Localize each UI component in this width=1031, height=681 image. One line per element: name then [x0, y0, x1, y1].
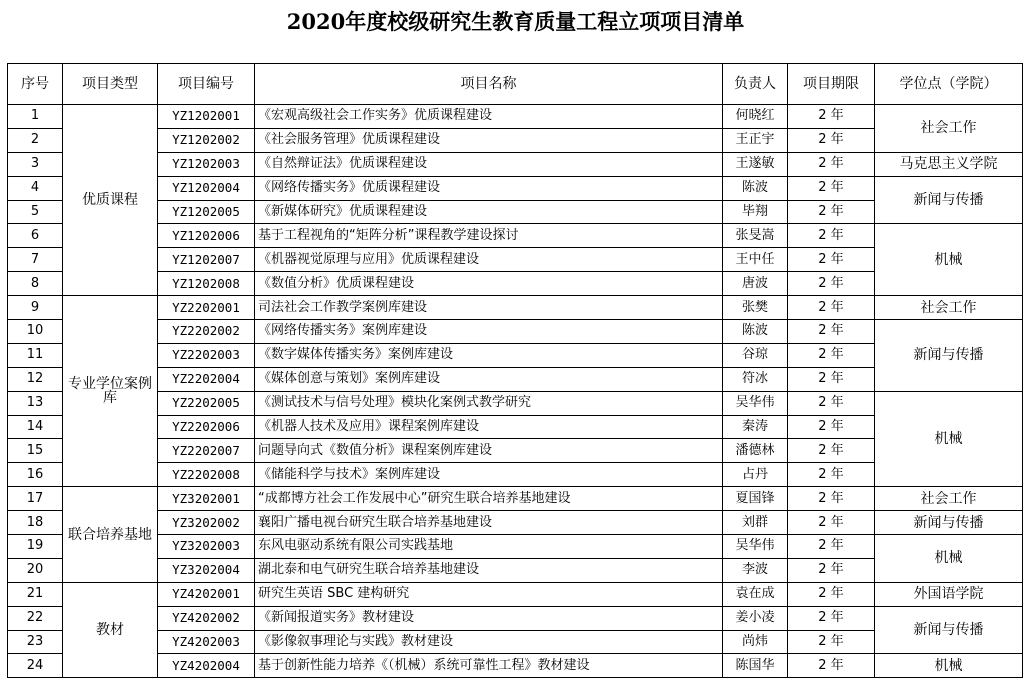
row-no: 1	[8, 105, 63, 129]
row-no: 9	[8, 296, 63, 320]
row-name: 研究生英语 SBC 建构研究	[255, 582, 723, 606]
category-cell: 专业学位案例库	[63, 296, 158, 487]
row-code: YZ1202003	[158, 152, 255, 176]
row-leader: 毕翔	[723, 200, 788, 224]
row-term: 2 年	[788, 582, 875, 606]
row-term: 2 年	[788, 343, 875, 367]
row-name: 湖北泰和电气研究生联合培养基地建设	[255, 558, 723, 582]
row-term: 2 年	[788, 367, 875, 391]
row-no: 8	[8, 272, 63, 296]
header-leader: 负责人	[723, 64, 788, 105]
row-code: YZ2202004	[158, 367, 255, 391]
row-code: YZ4202003	[158, 630, 255, 654]
row-leader: 袁在成	[723, 582, 788, 606]
row-no: 2	[8, 128, 63, 152]
row-name: 襄阳广播电视台研究生联合培养基地建设	[255, 511, 723, 535]
row-code: YZ1202002	[158, 128, 255, 152]
row-code: YZ1202006	[158, 224, 255, 248]
row-no: 10	[8, 320, 63, 344]
row-leader: 谷琼	[723, 343, 788, 367]
row-term: 2 年	[788, 606, 875, 630]
row-no: 12	[8, 367, 63, 391]
row-no: 19	[8, 535, 63, 559]
row-leader: 王中任	[723, 248, 788, 272]
row-name: 司法社会工作教学案例库建设	[255, 296, 723, 320]
row-name: 问题导向式《数值分析》课程案例库建设	[255, 439, 723, 463]
row-name: 《数字媒体传播实务》案例库建设	[255, 343, 723, 367]
table-row	[8, 463, 1023, 487]
row-no: 5	[8, 200, 63, 224]
row-leader: 陈波	[723, 320, 788, 344]
project-table	[7, 63, 1023, 678]
table-row	[8, 415, 1023, 439]
row-term: 2 年	[788, 200, 875, 224]
row-no: 24	[8, 654, 63, 678]
row-code: YZ4202001	[158, 582, 255, 606]
row-no: 22	[8, 606, 63, 630]
header-unit: 学位点（学院）	[875, 64, 1023, 105]
table-row	[8, 343, 1023, 367]
row-name: 《测试技术与信号处理》模块化案例式教学研究	[255, 391, 723, 415]
row-no: 14	[8, 415, 63, 439]
row-term: 2 年	[788, 535, 875, 559]
table-row	[8, 176, 1023, 200]
table-row	[8, 511, 1023, 535]
row-no: 23	[8, 630, 63, 654]
row-code: YZ4202004	[158, 654, 255, 678]
unit-cell: 新闻与传播	[875, 511, 1023, 535]
table-row	[8, 606, 1023, 630]
table-row	[8, 200, 1023, 224]
header-name: 项目名称	[255, 64, 723, 105]
unit-cell: 新闻与传播	[875, 320, 1023, 392]
table-row	[8, 630, 1023, 654]
row-term: 2 年	[788, 176, 875, 200]
header-term: 项目期限	[788, 64, 875, 105]
row-leader: 刘群	[723, 511, 788, 535]
row-leader: 王遂敏	[723, 152, 788, 176]
category-cell: 优质课程	[63, 105, 158, 296]
row-no: 15	[8, 439, 63, 463]
unit-cell: 马克思主义学院	[875, 152, 1023, 176]
header-type: 项目类型	[63, 64, 158, 105]
unit-cell: 机械	[875, 535, 1023, 583]
row-code: YZ1202007	[158, 248, 255, 272]
table-header-row	[8, 64, 1023, 105]
row-no: 17	[8, 487, 63, 511]
table-row	[8, 558, 1023, 582]
row-name: 《社会服务管理》优质课程建设	[255, 128, 723, 152]
row-leader: 李波	[723, 558, 788, 582]
table-row	[8, 296, 1023, 320]
row-code: YZ2202001	[158, 296, 255, 320]
unit-cell: 外国语学院	[875, 582, 1023, 606]
unit-cell: 新闻与传播	[875, 606, 1023, 654]
unit-cell: 新闻与传播	[875, 176, 1023, 224]
table-row	[8, 367, 1023, 391]
table-row	[8, 320, 1023, 344]
row-leader: 潘德林	[723, 439, 788, 463]
row-leader: 张樊	[723, 296, 788, 320]
unit-cell: 机械	[875, 654, 1023, 678]
row-term: 2 年	[788, 463, 875, 487]
row-leader: 吴华伟	[723, 391, 788, 415]
row-code: YZ2202007	[158, 439, 255, 463]
header-code: 项目编号	[158, 64, 255, 105]
row-code: YZ3202002	[158, 511, 255, 535]
row-code: YZ3202003	[158, 535, 255, 559]
row-name: 《影像叙事理论与实践》教材建设	[255, 630, 723, 654]
row-name: 基于创新性能力培养《（机械）系统可靠性工程》教材建设	[255, 654, 723, 678]
row-no: 4	[8, 176, 63, 200]
row-term: 2 年	[788, 391, 875, 415]
row-term: 2 年	[788, 152, 875, 176]
row-name: 《新媒体研究》优质课程建设	[255, 200, 723, 224]
row-leader: 唐波	[723, 272, 788, 296]
row-no: 3	[8, 152, 63, 176]
row-leader: 何晓红	[723, 105, 788, 129]
row-name: 《网络传播实务》案例库建设	[255, 320, 723, 344]
row-leader: 占丹	[723, 463, 788, 487]
row-leader: 张旻嵩	[723, 224, 788, 248]
row-name: 《网络传播实务》优质课程建设	[255, 176, 723, 200]
row-name: 东风电驱动系统有限公司实践基地	[255, 535, 723, 559]
table-row	[8, 248, 1023, 272]
row-leader: 符冰	[723, 367, 788, 391]
row-code: YZ3202004	[158, 558, 255, 582]
row-term: 2 年	[788, 128, 875, 152]
row-name: 基于工程视角的“矩阵分析”课程教学建设探讨	[255, 224, 723, 248]
row-term: 2 年	[788, 439, 875, 463]
row-code: YZ2202006	[158, 415, 255, 439]
row-no: 11	[8, 343, 63, 367]
row-code: YZ2202005	[158, 391, 255, 415]
row-name: 《机器视觉原理与应用》优质课程建设	[255, 248, 723, 272]
unit-cell: 社会工作	[875, 487, 1023, 511]
unit-cell: 社会工作	[875, 105, 1023, 153]
table-row	[8, 152, 1023, 176]
row-name: 《新闻报道实务》教材建设	[255, 606, 723, 630]
row-leader: 吴华伟	[723, 535, 788, 559]
table-row	[8, 535, 1023, 559]
table-row	[8, 272, 1023, 296]
row-term: 2 年	[788, 272, 875, 296]
table-row	[8, 128, 1023, 152]
unit-cell: 机械	[875, 391, 1023, 487]
row-term: 2 年	[788, 320, 875, 344]
row-term: 2 年	[788, 248, 875, 272]
page-title: 2020年度校级研究生教育质量工程立项项目清单	[286, 9, 745, 34]
header-no: 序号	[8, 64, 63, 105]
row-leader: 陈国华	[723, 654, 788, 678]
row-term: 2 年	[788, 296, 875, 320]
row-code: YZ1202005	[158, 200, 255, 224]
row-name: 《宏观高级社会工作实务》优质课程建设	[255, 105, 723, 129]
row-leader: 王正宇	[723, 128, 788, 152]
table-row	[8, 224, 1023, 248]
table-row	[8, 582, 1023, 606]
table-row	[8, 439, 1023, 463]
row-name: 《自然辩证法》优质课程建设	[255, 152, 723, 176]
row-code: YZ1202004	[158, 176, 255, 200]
row-code: YZ2202003	[158, 343, 255, 367]
row-name: 《储能科学与技术》案例库建设	[255, 463, 723, 487]
unit-cell: 机械	[875, 224, 1023, 296]
row-leader: 尚炜	[723, 630, 788, 654]
row-code: YZ3202001	[158, 487, 255, 511]
row-no: 21	[8, 582, 63, 606]
category-cell: 教材	[63, 582, 158, 678]
row-no: 7	[8, 248, 63, 272]
row-term: 2 年	[788, 630, 875, 654]
row-no: 20	[8, 558, 63, 582]
row-code: YZ1202008	[158, 272, 255, 296]
row-code: YZ2202008	[158, 463, 255, 487]
row-code: YZ2202002	[158, 320, 255, 344]
row-no: 6	[8, 224, 63, 248]
row-name: “成都博方社会工作发展中心”研究生联合培养基地建设	[255, 487, 723, 511]
row-leader: 姜小凌	[723, 606, 788, 630]
row-leader: 夏国锋	[723, 487, 788, 511]
row-term: 2 年	[788, 415, 875, 439]
unit-cell: 社会工作	[875, 296, 1023, 320]
table-row	[8, 105, 1023, 129]
category-cell: 联合培养基地	[63, 487, 158, 583]
row-no: 13	[8, 391, 63, 415]
row-term: 2 年	[788, 487, 875, 511]
table-row	[8, 391, 1023, 415]
row-no: 18	[8, 511, 63, 535]
row-term: 2 年	[788, 558, 875, 582]
row-name: 《媒体创意与策划》案例库建设	[255, 367, 723, 391]
row-name: 《数值分析》优质课程建设	[255, 272, 723, 296]
row-term: 2 年	[788, 224, 875, 248]
table-row	[8, 487, 1023, 511]
table-row	[8, 654, 1023, 678]
row-term: 2 年	[788, 654, 875, 678]
row-code: YZ4202002	[158, 606, 255, 630]
row-term: 2 年	[788, 105, 875, 129]
row-no: 16	[8, 463, 63, 487]
row-leader: 秦涛	[723, 415, 788, 439]
row-name: 《机器人技术及应用》课程案例库建设	[255, 415, 723, 439]
row-leader: 陈波	[723, 176, 788, 200]
row-code: YZ1202001	[158, 105, 255, 129]
row-term: 2 年	[788, 511, 875, 535]
